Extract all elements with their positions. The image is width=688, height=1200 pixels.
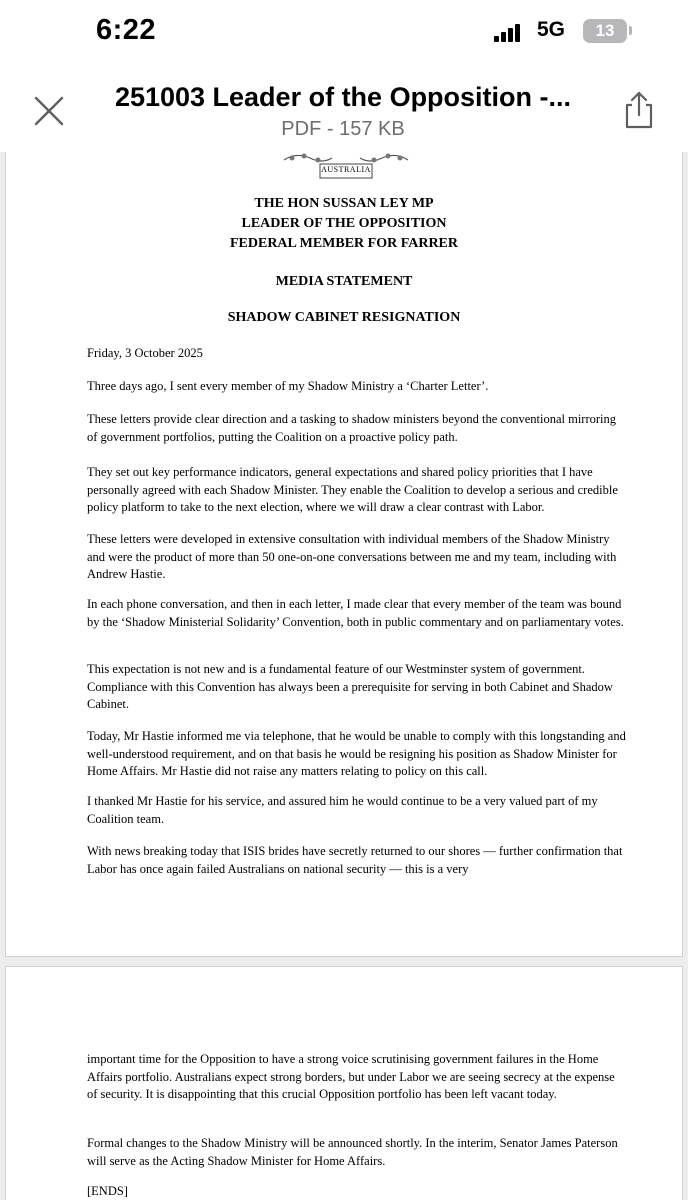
pdf-viewer[interactable] (0, 152, 688, 1200)
signal-icon (494, 24, 520, 42)
document-subtitle: PDF - 157 KB (281, 118, 405, 140)
close-icon (30, 92, 68, 130)
paragraph-3: They set out key performance indicators, general expectations and shared policy priorities that I have personally agreed with each Shadow Minister. They enable the Coalition to develop a serious and credible policy platform to take to the next election, where we will draw a clear contrast with Labor. (87, 465, 618, 514)
share-button[interactable] (620, 90, 658, 130)
paragraph-2: These letters provide clear direction and a tasking to shadow ministers beyond the conventional mirroring of government portfolios, putting the Coalition on a proactive policy path. (87, 412, 617, 444)
statement-type: MEDIA STATEMENT (275, 274, 413, 289)
ends-marker: [ENDS] (87, 1184, 128, 1198)
member-seat: FEDERAL MEMBER FOR FARRER (229, 236, 459, 251)
paragraph-7: Today, Mr Hastie informed me via telephone, that he would be unable to comply with this longstanding and well-understood requirement, and on that basis he would be resigning his position as Shadow Minister for Home Affairs. Mr Hastie did not raise any matters relating to policy on this call. (87, 729, 626, 778)
status-bar (0, 0, 688, 62)
battery-cap (629, 26, 632, 35)
member-role: LEADER OF THE OPPOSITION (241, 216, 447, 231)
paragraph-9: With news breaking today that ISIS brides have secretly returned to our shores — further confirmation that Labor has once again failed Australians on national security — this is a very (87, 844, 623, 876)
pdf-page-1 (5, 152, 683, 957)
paragraph-5: In each phone conversation, and then in each letter, I made clear that every member of the team was bound by the ‘Shadow Ministerial Solidarity’ Convention, both in public commentary and on parliamentary votes. (87, 597, 624, 629)
page2-paragraph-2: Formal changes to the Shadow Ministry will be announced shortly. In the interim, Senator James Paterson will serve as the Acting Shadow Minister for Home Affairs. (87, 1136, 618, 1168)
statement-date: Friday, 3 October 2025 (87, 346, 203, 360)
page2-paragraph-1: important time for the Opposition to have a strong voice scrutinising government failures in the Home Affairs portfolio. Australians expect strong borders, but under Labor we are seeing secrecy at the expense of security. It is disappointing that this crucial Opposition portfolio has been left vacant today. (87, 1052, 615, 1101)
pdf-page-2 (5, 966, 683, 1200)
crest-label: AUSTRALIA (321, 165, 371, 174)
viewer-header (0, 62, 688, 152)
share-icon (620, 90, 658, 130)
document-title: 251003 Leader of the Opposition -... (114, 82, 572, 112)
statement-headline: SHADOW CABINET RESIGNATION (227, 310, 461, 325)
network-label: 5G (537, 18, 566, 41)
paragraph-6: This expectation is not new and is a fundamental feature of our Westminster system of government. Compliance with this Convention has always been a prerequisite for serving in both Cabinet and Shadow Cabinet. (87, 662, 613, 711)
paragraph-1: Three days ago, I sent every member of my Shadow Ministry a ‘Charter Letter’. (87, 379, 489, 393)
battery-icon: 13 (583, 19, 627, 43)
paragraph-4: These letters were developed in extensive consultation with individual members of the Shadow Ministry and were the product of more than 50 one-on-one conversations between me and my team, including with Andrew Hastie. (87, 532, 617, 581)
coat-of-arms-crest (276, 152, 416, 184)
status-time: 6:22 (96, 14, 157, 46)
paragraph-8: I thanked Mr Hastie for his service, and assured him he would continue to be a very valued part of my Coalition team. (87, 794, 598, 826)
close-button[interactable] (30, 92, 68, 130)
member-name: THE HON SUSSAN LEY MP (254, 196, 434, 211)
